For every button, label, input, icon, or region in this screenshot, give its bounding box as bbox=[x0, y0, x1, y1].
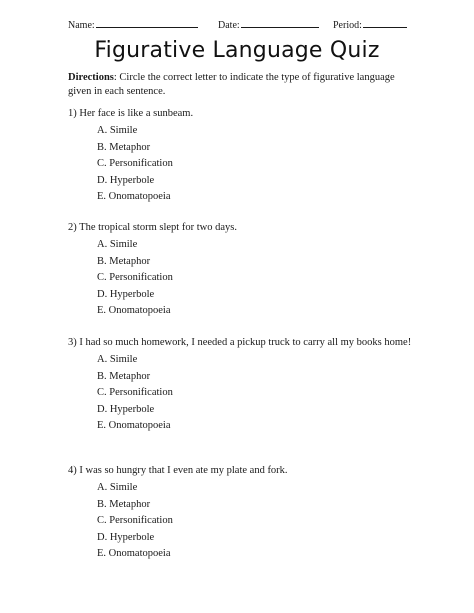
answer-option-c[interactable]: C. Personification bbox=[97, 387, 173, 398]
answer-options bbox=[97, 481, 413, 564]
question-2 bbox=[68, 221, 413, 321]
answer-option-e[interactable]: E. Onomatopoeia bbox=[97, 420, 171, 431]
period-field[interactable] bbox=[333, 18, 407, 32]
answer-option-e[interactable]: E. Onomatopoeia bbox=[97, 548, 171, 559]
answer-option-a[interactable]: A. Simile bbox=[97, 354, 138, 365]
question-1 bbox=[68, 107, 413, 207]
question-4 bbox=[68, 464, 413, 564]
date-blank-line[interactable] bbox=[241, 18, 319, 28]
period-blank-line[interactable] bbox=[363, 18, 407, 28]
answer-option-a[interactable]: A. Simile bbox=[97, 125, 138, 136]
answer-option-b[interactable]: B. Metaphor bbox=[97, 141, 151, 153]
answer-option-d[interactable]: D. Hyperbole bbox=[97, 174, 155, 186]
answer-options bbox=[97, 124, 413, 207]
answer-option-e[interactable]: E. Onomatopoeia bbox=[97, 305, 171, 316]
answer-option-c[interactable]: C. Personification bbox=[97, 158, 173, 169]
answer-option-d[interactable]: D. Hyperbole bbox=[97, 531, 155, 543]
question-text: 3) I had so much homework, I needed a pickup truck to carry all my books home! bbox=[68, 337, 412, 348]
date-label: Date: bbox=[218, 20, 240, 31]
answer-option-d[interactable]: D. Hyperbole bbox=[97, 288, 155, 300]
directions-label: Directions bbox=[68, 72, 114, 83]
question-3 bbox=[68, 336, 413, 436]
directions-text: : Circle the correct letter to indicate the type of figurative language given in each sentence. bbox=[68, 72, 395, 97]
answer-options bbox=[97, 238, 413, 321]
answer-option-a[interactable]: A. Simile bbox=[97, 482, 138, 493]
page-title: Figurative Language Quiz bbox=[94, 38, 380, 63]
date-field[interactable] bbox=[218, 18, 319, 32]
period-label: Period: bbox=[333, 20, 362, 31]
question-text: 2) The tropical storm slept for two days. bbox=[68, 222, 237, 233]
answer-option-b[interactable]: B. Metaphor bbox=[97, 498, 151, 510]
name-label: Name: bbox=[68, 20, 95, 31]
question-text: 4) I was so hungry that I even ate my plate and fork. bbox=[68, 465, 288, 476]
answer-option-a[interactable]: A. Simile bbox=[97, 239, 138, 250]
name-field[interactable] bbox=[68, 18, 198, 32]
question-text: 1) Her face is like a sunbeam. bbox=[68, 108, 194, 119]
answer-options bbox=[97, 353, 413, 436]
answer-option-b[interactable]: B. Metaphor bbox=[97, 370, 151, 382]
answer-option-d[interactable]: D. Hyperbole bbox=[97, 403, 155, 415]
directions bbox=[68, 71, 418, 99]
name-blank-line[interactable] bbox=[96, 18, 198, 28]
answer-option-b[interactable]: B. Metaphor bbox=[97, 255, 151, 267]
answer-option-e[interactable]: E. Onomatopoeia bbox=[97, 191, 171, 202]
answer-option-c[interactable]: C. Personification bbox=[97, 272, 173, 283]
answer-option-c[interactable]: C. Personification bbox=[97, 515, 173, 526]
